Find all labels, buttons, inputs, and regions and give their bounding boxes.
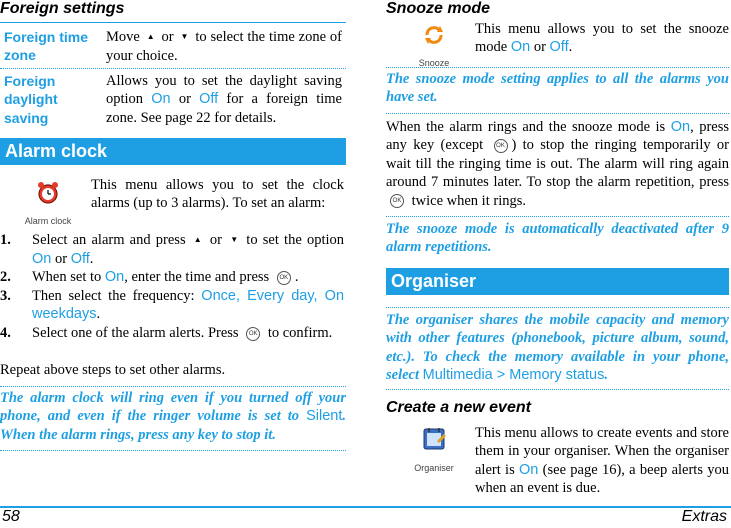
alarm-note xyxy=(0,389,346,444)
organiser-bar: Organiser xyxy=(386,268,729,295)
create-text-pre: This menu allows to create events and store them in your organiser. When the organiser alert is xyxy=(475,425,729,478)
def-text-end: to select the time zone of your choice. xyxy=(106,29,343,64)
step-number: 2. xyxy=(0,269,11,285)
step-text xyxy=(32,324,344,342)
step-end: . xyxy=(89,250,94,267)
snooze-mode-title: Snooze mode xyxy=(386,0,491,17)
para-text-2: , press any key (except xyxy=(386,119,729,154)
step-text-post: to set the option xyxy=(246,232,345,248)
note-text-pre: The alarm clock will ring even if you turned off your phone, and even if the ringer volume is set to xyxy=(0,390,346,425)
def-or: or xyxy=(161,29,174,45)
organiser-icon-label: Organiser xyxy=(414,463,454,474)
option-off: Off xyxy=(70,250,90,267)
ok-key-icon: OK xyxy=(246,327,260,341)
step-or: or xyxy=(209,232,222,248)
option-off: Off xyxy=(199,91,219,108)
step-text-pre: Select an alarm and press xyxy=(32,232,186,248)
up-arrow-icon: ▲ xyxy=(146,32,155,42)
snooze-intro-text: This menu allows you to set the snooze mode xyxy=(475,21,729,56)
step-end: . xyxy=(96,306,101,323)
step-text-post: to confirm. xyxy=(267,325,333,341)
option-on: On xyxy=(510,39,531,56)
step-text-post: , enter the time and press xyxy=(124,269,270,285)
note-top-rule xyxy=(386,307,729,308)
def-foreign-time-zone xyxy=(106,28,342,65)
term-foreign-time-zone: Foreign time zone xyxy=(4,29,89,64)
note-top-rule xyxy=(0,386,346,387)
step-text xyxy=(32,287,344,324)
option-on: On xyxy=(32,250,52,267)
option-off: Off xyxy=(549,39,569,56)
down-arrow-icon: ▼ xyxy=(180,32,189,42)
snooze-note-2: The snooze mode is automatically deactivated after 9 alarm repetitions. xyxy=(386,221,729,256)
step-text xyxy=(32,231,344,268)
step-or-2: or xyxy=(54,250,68,267)
snooze-icon-label: Snooze xyxy=(418,58,450,69)
option-on: On xyxy=(104,269,125,285)
def-text: Allows you to set the daylight saving option xyxy=(106,73,342,108)
step-text-pre: Then select the frequency: xyxy=(32,288,195,304)
snooze-icon xyxy=(421,22,447,48)
def-text-end: for a foreign time zone. See page 22 for details. xyxy=(106,91,342,126)
create-event-text-top xyxy=(475,424,729,498)
para-text-4: twice when it rings. xyxy=(411,192,526,209)
chapter-label: Extras xyxy=(681,508,727,525)
term-foreign-daylight: Foreign daylight saving xyxy=(4,73,58,126)
step-number: 3. xyxy=(0,288,11,304)
note-bottom-rule xyxy=(0,450,346,451)
organiser-note-text: The organiser shares the mobile capacity and memory with other features (phonebook, picture album, sound, etc.). To check the memory available in your phone, select xyxy=(386,312,729,384)
para-text-3: ) to stop the ringing temporarily or wait till the ringing time is out. The alarm will ring again around 7 minutes later. To stop the alarm repetition, press xyxy=(386,137,729,191)
alarm-intro: This menu allows you to set the clock alarms (up to 3 alarms). To set an alarm: xyxy=(91,177,344,212)
alarm-clock-icon-box xyxy=(22,180,74,231)
step-text-pre: When set to xyxy=(32,269,102,285)
frequency-options: Once, Every day, On weekdays xyxy=(32,288,345,323)
row-divider xyxy=(0,68,346,69)
memory-status-path: Multimedia > Memory status xyxy=(422,367,605,384)
snooze-paragraph xyxy=(386,118,729,210)
note-top-rule xyxy=(386,67,729,68)
note-top-rule xyxy=(386,216,729,217)
snooze-icon-box xyxy=(414,22,454,73)
option-on: On xyxy=(670,119,691,135)
up-arrow-icon: ▲ xyxy=(193,235,202,245)
foreign-settings-title: Foreign settings xyxy=(0,0,125,17)
organiser-note xyxy=(386,311,729,385)
organiser-icon xyxy=(420,425,448,453)
ok-key-icon: OK xyxy=(494,139,508,153)
page-number: 58 xyxy=(2,508,20,525)
note-bottom-rule xyxy=(386,389,729,390)
alarm-clock-icon-label: Alarm clock xyxy=(24,216,72,227)
step-text-pre: Select one of the alarm alerts. Press xyxy=(32,325,239,341)
silent-option: Silent xyxy=(306,408,343,425)
def-foreign-daylight xyxy=(106,72,342,127)
down-arrow-icon: ▼ xyxy=(230,235,239,245)
ok-key-icon: OK xyxy=(390,194,404,208)
option-on: On xyxy=(519,461,539,478)
note-end: . xyxy=(604,367,608,384)
option-on: On xyxy=(151,91,171,108)
para-text-1: When the alarm rings and the snooze mode is xyxy=(386,119,666,135)
def-text: Move xyxy=(106,29,140,45)
snooze-note: The snooze mode setting applies to all the alarms you have set. xyxy=(386,71,729,106)
snooze-or: or xyxy=(533,39,546,56)
step-end: . xyxy=(294,269,299,285)
create-text-post: (see page 16), a beep alerts you when an event is due. xyxy=(475,461,730,497)
table-top-rule xyxy=(0,22,346,23)
organiser-icon-box xyxy=(412,425,456,478)
ok-key-icon: OK xyxy=(277,271,291,285)
def-or: or xyxy=(178,91,191,108)
step-number: 4. xyxy=(0,325,11,341)
step-text xyxy=(32,268,344,286)
note-text-post: . When the alarm rings, press any key to stop it. xyxy=(0,408,346,443)
snooze-intro: This menu allows you to set the snooze mode On or Off. xyxy=(475,21,729,56)
note-bottom-rule xyxy=(386,113,729,114)
alarm-clock-bar: Alarm clock xyxy=(0,138,346,165)
create-event-title: Create a new event xyxy=(386,399,531,416)
footer-rule xyxy=(0,506,731,508)
step-number: 1. xyxy=(0,232,11,248)
repeat-text: Repeat above steps to set other alarms. xyxy=(0,362,226,378)
alarm-clock-icon xyxy=(36,180,60,206)
